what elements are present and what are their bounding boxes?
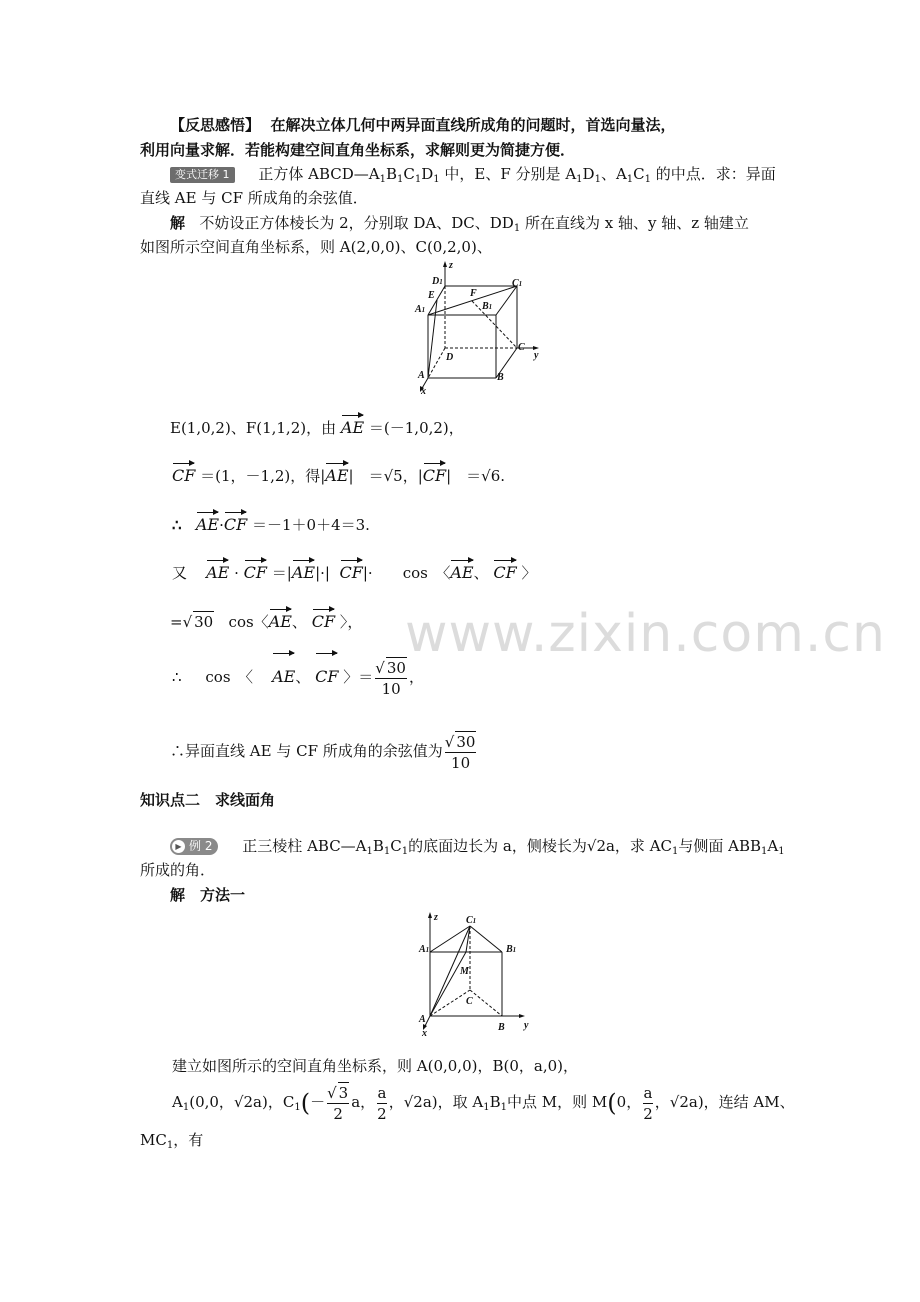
cube-label-b: B (497, 372, 504, 383)
prism-label-b: B (498, 1022, 505, 1033)
variant-question-line-2 (140, 188, 368, 208)
variant-question-line-1: 变式迁移 1 正方体 $ABCD—A_1B_1C_1D_1$ 中，E、F 分别是 $A_1D_1$、$A_1C_1$ 的中点．求：异面 (170, 164, 776, 184)
line6d-text: |· cos 〈 (362, 564, 451, 582)
tail-comma-1: ， (408, 668, 424, 686)
solution-head: 解 (170, 214, 186, 232)
reflection-line-1 (170, 115, 675, 135)
vector-cf-2: CF (422, 466, 447, 485)
ex2-fden1: 2 (333, 1105, 343, 1123)
therefore-1: ∴ (172, 516, 182, 534)
prism-label-c1: C1 (466, 915, 477, 926)
example2-solution-head: 解 方法一 (170, 886, 246, 904)
ex2-s3b: ，有 (173, 1131, 204, 1149)
prism-label-m: M (460, 966, 469, 977)
conclusion-text: ∴异面直线 AE 与 CF 所成角的余弦值为 (170, 742, 443, 760)
ex2-fden2b: 2 (643, 1104, 653, 1123)
variant-q2: 直线 AE 与 CF 所成角的余弦值． (140, 189, 368, 207)
ex2-s2c: a， (351, 1093, 376, 1111)
vector-ae-7: AE (268, 612, 292, 631)
solution-line-1: 解 不妨设正方体棱长为 2，分别取 DA、DC、$DD_1$ 所在直线为 x 轴、y 轴、z 轴建立 (170, 214, 749, 234)
reflection-head: 【反思感悟】 (170, 116, 261, 134)
vector-ae-8: AE (272, 656, 295, 698)
example-tag-label: 例 2 (189, 839, 213, 853)
line5-text: ＝－1＋0＋4＝3. (252, 516, 370, 534)
line4e-text: 6. (490, 467, 506, 485)
line4b-text: | ＝ (348, 467, 384, 485)
line6b-text: ＝| (271, 564, 292, 582)
ex2-s2e: 2a)，取 A (413, 1093, 484, 1111)
prism-axis-y: y (524, 1020, 529, 1031)
reflection-text-2: 利用向量求解．若能构建空间直角坐标系，求解则更为简捷方便． (140, 141, 576, 159)
cube-label-c1: C1 (512, 278, 523, 289)
prism-label-c: C (466, 996, 473, 1007)
solution-line-6 (172, 563, 537, 583)
line6a-text: 又 (172, 564, 188, 582)
axis-x-label: x (421, 386, 426, 397)
vector-cf-7: CF (311, 612, 336, 631)
comma-3: 、 (295, 668, 311, 686)
solution-line-3 (170, 418, 464, 438)
variant-q-b: 中，E、F 分别是 A (444, 165, 577, 183)
vector-cf-3: CF (223, 515, 248, 534)
cube-label-f: F (470, 288, 477, 299)
fraction-sqrt30-over-10: $\frac{√ 30}{10}$ (375, 659, 406, 698)
rangle-1: 〉 (521, 564, 537, 582)
variant-tag: 变式迁移 1 (170, 167, 235, 183)
solution-line-5 (172, 515, 370, 535)
ex2-fden2: 2 (377, 1104, 387, 1123)
ex2-s2g: 0， (616, 1093, 642, 1111)
axis-y-label: y (534, 350, 539, 361)
line4d-text: | ＝ (446, 467, 482, 485)
ex2-s2h: ， (654, 1093, 670, 1111)
cube-label-d1: D1 (432, 276, 443, 287)
line6c-text: |·| (315, 564, 330, 582)
solution-line-4: CF ＝(1，－1,2)，得|AE| ＝√5，|CF| ＝√6. (172, 466, 506, 485)
dot-2: · (234, 564, 239, 582)
ex2-s2f: 中点 M，则 M (507, 1093, 608, 1111)
ex2-s2d: ， (388, 1093, 404, 1111)
therefore-2: ∴ (172, 668, 182, 686)
cube-label-c: C (518, 342, 525, 353)
cube-label-b1: B1 (482, 301, 493, 312)
section-title: 知识点二 求线面角 (140, 791, 276, 809)
variant-q-c: 的中点．求：异面 (655, 165, 776, 183)
ex2-s2b: 2a)，C (243, 1093, 295, 1111)
solution-line1b-text: 所在直线为 x 轴、y 轴、z 轴建立 (524, 214, 749, 232)
ex2-fnum2b: a (643, 1083, 653, 1102)
line4c-text: 5，| (393, 467, 423, 485)
solution-line-8 (172, 656, 424, 699)
solution-line1-text: 不妨设正方体棱长为 2，分别取 DA、DC、DD (199, 214, 514, 232)
fraction-a-over-2-b (643, 1083, 653, 1124)
cube-label-a1: A1 (415, 304, 426, 315)
vector-ae: AE (340, 418, 365, 437)
frac-num-2: 30 (456, 733, 476, 751)
prism-label-a1: A1 (419, 944, 430, 955)
cube-figure (412, 258, 544, 398)
vector-ae-5: AE (291, 563, 316, 582)
solution-line-7: =√ 30 cos〈AE、 CF 〉， (170, 612, 363, 631)
fraction-sqrt3-over-2: $\frac{√ 3}{2}$ (327, 1084, 349, 1123)
example2-sol-line-1 (172, 1056, 578, 1076)
ex2-q-b: 的底面边长为 a，侧棱长为 (408, 837, 587, 855)
ex2-q-a: 正三棱柱 ABC—A (242, 837, 367, 855)
ex2-q-d: 与侧面 ABB (678, 837, 762, 855)
vector-cf-4: CF (243, 563, 268, 582)
ex2-minus: － (310, 1093, 326, 1111)
vector-cf: CF (172, 466, 196, 485)
rangle-comma-1: 〉， (339, 613, 363, 631)
line7b-text: cos〈 (228, 613, 269, 631)
prism-axis-z: z (434, 912, 438, 923)
ex2-s2i: 2a)，连结 AM、 (679, 1093, 795, 1111)
line3-text: E(1,0,2)、F(1,1,2)，由 (170, 419, 337, 437)
vector-ae-2: AE (325, 466, 349, 485)
cube-label-d: D (446, 352, 454, 363)
ex2-s3: MC (140, 1131, 167, 1149)
frac-den: 10 (381, 680, 401, 698)
vector-cf-5: CF (339, 563, 363, 582)
example2-line-1: ▶ 例 2 正三棱柱 $ABC—A_1B_1C_1$的底面边长为 a，侧棱长为√2a，求 $AC_1$与侧面 $ABB_1A_1$ (170, 836, 785, 856)
example-tag (170, 838, 218, 855)
ex2-fnum2: a (377, 1083, 387, 1102)
solution-line-2 (140, 237, 492, 257)
solution-line2-text: 如图所示空间直角坐标系，则 A(2,0,0)、C(0,2,0)、 (140, 238, 492, 256)
ex2-fnum1: 3 (338, 1084, 349, 1102)
example2-sol-line-3: $MC_1$，有 (140, 1131, 204, 1151)
vector-cf-8: CF (315, 656, 338, 698)
frac-den-2: 10 (451, 754, 471, 772)
ex2-s2a: (0,0， (189, 1093, 234, 1111)
solution-conclusion (170, 730, 478, 773)
ex2-q-c: 2a，求 AC (596, 837, 673, 855)
play-icon: ▶ (172, 840, 185, 853)
comma-2: 、 (291, 613, 307, 631)
ex2-s1: 建立如图所示的空间直角坐标系，则 A(0,0,0)，B(0，a,0)， (172, 1057, 578, 1075)
cube-label-a: A (418, 370, 425, 381)
fraction-a-over-2 (377, 1083, 387, 1124)
line3b-text: ＝(－1,0,2)， (368, 419, 464, 437)
line8a-text: cos 〈 (205, 668, 254, 686)
sqrt30-text: 30 (194, 613, 214, 631)
axis-z-label: z (449, 260, 453, 271)
cube-label-e: E (428, 290, 435, 301)
prism-figure (418, 912, 538, 1042)
prism-label-b1: B1 (506, 944, 517, 955)
watermark: www.zixin.com.cn (405, 604, 886, 664)
example2-sol-line-2: $A_1(0,0$，√2a)，$C_1(-$ $\frac{√ 3}{2}$ a， $\frac{a}{2}$ ，√2a)，取 $A_1B_1$中点 M，则 M(0， $\frac{a}{2}$ ，√2a)，连结 AM、 (172, 1083, 795, 1123)
reflection-line-2 (140, 140, 575, 160)
comma-1: 、 (473, 564, 489, 582)
rangle-eq-1: 〉＝ (343, 668, 374, 686)
ex2-q2: 所成的角． (140, 861, 216, 879)
vector-ae-4: AE (206, 563, 230, 582)
vector-cf-6: CF (493, 563, 517, 582)
line4a-text: ＝(1，－1,2)，得| (200, 467, 326, 485)
frac-num: 30 (386, 659, 406, 677)
fraction-sqrt30-over-10-2: $\frac{√ 30}{10}$ (444, 733, 476, 772)
vector-ae-6: AE (450, 563, 474, 582)
dot-1: · (219, 516, 224, 534)
prism-label-a: A (419, 1014, 426, 1025)
vector-ae-3: AE (195, 515, 220, 534)
variant-q-a: 正方体 ABCD—A (258, 165, 380, 183)
prism-axis-x: x (422, 1028, 427, 1039)
example2-line-2 (140, 860, 215, 880)
reflection-text-1: 在解决立体几何中两异面直线所成角的问题时，首选向量法， (270, 116, 676, 134)
